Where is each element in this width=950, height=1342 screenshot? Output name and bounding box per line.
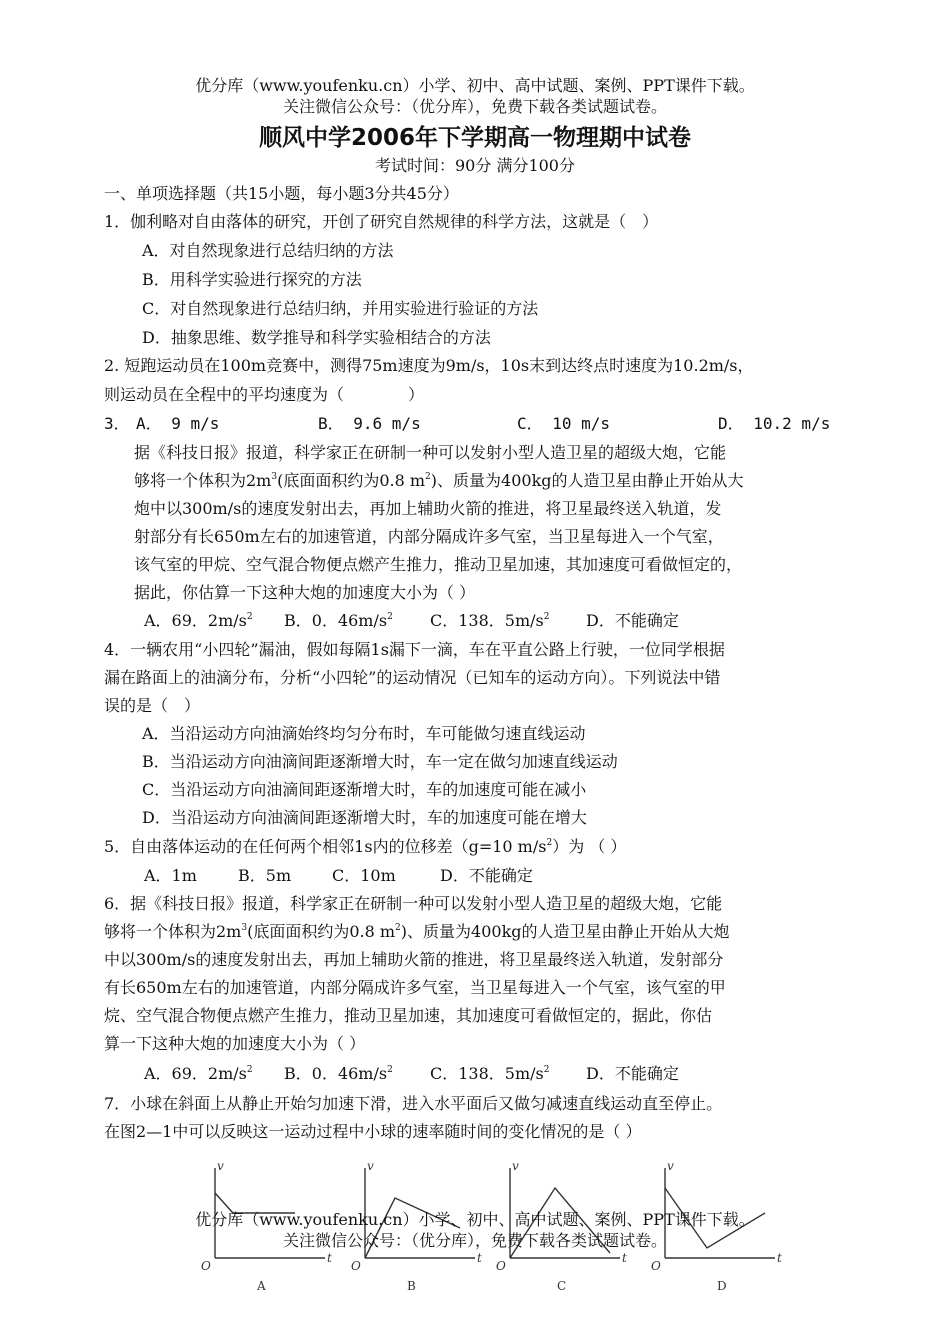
graph-c-caption: C — [557, 1279, 567, 1293]
question-2-line-2: 则运动员在全程中的平均速度为（ ） — [104, 385, 425, 404]
question-3-option-b: B．0．$46m/s^2$ — [284, 611, 393, 630]
question-1-option-a: A．对自然现象进行总结归纳的方法 — [142, 241, 394, 260]
question-3-line-4: 射部分有长650m左右的加速管道，内部分隔成许多气室，当卫星每进入一个气室， — [134, 527, 724, 546]
graph-b-caption: B — [407, 1279, 416, 1293]
graph-a-v-label: v — [217, 1159, 224, 1173]
header-line-1: 优分库（www.youfenku.cn）小学、初中、高中试题、案例、PPT课件下载。 — [195, 76, 755, 95]
question-4-option-c: C．当沿运动方向油滴间距逐渐增大时，车的加速度可能在减小 — [142, 780, 587, 799]
question-3-line-2: 够将一个体积为$2m^3$(底面面积约为0.8 $m^2$)、质量为400kg的人造卫星由静止开始从大 — [134, 471, 744, 490]
graph-b-t-label: t — [477, 1251, 482, 1265]
graph-a-caption: A — [257, 1279, 266, 1293]
question-6-line-5: 烷、空气混合物便点燃产生推力，推动卫星加速，其加速度可看做恒定的，据此，你估 — [104, 1006, 713, 1025]
question-5-stem: 5．自由落体运动的在任何两个相邻1s内的位移差（g=10 $m/s^2$）为 （ ） — [104, 837, 627, 856]
question-6-option-d: D．不能确定 — [586, 1064, 679, 1083]
question-6-line-2: 够将一个体积为$2m^3$(底面面积约为0.8 $m^2$)、质量为400kg的人造卫星由静止开始从大炮 — [104, 922, 730, 941]
question-4-option-d: D．当沿运动方向油滴间距逐渐增大时，车的加速度可能在增大 — [142, 808, 587, 827]
graph-b-v-label: v — [367, 1159, 374, 1173]
question-3-line-6: 据此，你估算一下这种大炮的加速度大小为（ ） — [134, 583, 476, 602]
question-6-line-4: 有长650m左右的加速管道，内部分隔成许多气室，当卫星每进入一个气室，该气室的甲 — [104, 978, 726, 997]
question-2-line-1: 2. 短跑运动员在100m竞赛中，测得75m速度为9m/s，10s末到达终点时速度为10.2m/s， — [104, 356, 754, 375]
section-heading: 一、单项选择题（共15小题，每小题3分共45分） — [104, 184, 459, 203]
question-2-option-a: A． 9 m/s — [136, 414, 220, 433]
question-3-line-5: 该气室的甲烷、空气混合物便点燃产生推力，推动卫星加速，其加速度可看做恒定的， — [134, 555, 743, 574]
footer-line-1: 优分库（www.youfenku.cn）小学、初中、高中试题、案例、PPT课件下载。 — [195, 1210, 755, 1229]
question-5-option-c: C．10m — [332, 866, 396, 885]
question-3-number: 3． — [104, 414, 130, 433]
header-line-2: 关注微信公众号：（优分库），免费下载各类试题试卷。 — [282, 97, 667, 116]
graph-b-origin: O — [351, 1259, 361, 1273]
question-1-stem: 1．伽利略对自由落体的研究，开创了研究自然规律的科学方法，这就是（ ） — [104, 212, 659, 231]
question-3-option-d: D．不能确定 — [586, 611, 679, 630]
question-4-line-1: 4．一辆农用“小四轮”漏油，假如每隔1s漏下一滴，车在平直公路上行驶，一位同学根据 — [104, 640, 725, 659]
footer-line-2: 关注微信公众号：（优分库），免费下载各类试题试卷。 — [282, 1231, 667, 1250]
question-7-line-1: 7．小球在斜面上从静止开始匀加速下滑，进入水平面后又做匀减速直线运动直至停止。 — [104, 1094, 723, 1113]
graph-d-origin: O — [651, 1259, 661, 1273]
question-2-option-b: B． 9.6 m/s — [318, 414, 421, 433]
question-2-option-c: C． 10 m/s — [517, 414, 611, 433]
graph-c-origin: O — [496, 1259, 506, 1273]
question-4-option-b: B．当沿运动方向油滴间距逐渐增大时，车一定在做匀加速直线运动 — [142, 752, 618, 771]
question-5-option-d: D．不能确定 — [440, 866, 533, 885]
graph-c-v-label: v — [512, 1159, 519, 1173]
question-3-line-1: 据《科技日报》报道，科学家正在研制一种可以发射小型人造卫星的超级大炮，它能 — [134, 443, 727, 462]
question-3-option-c: C．138．$5m/s^2$ — [430, 611, 550, 630]
question-3-line-3: 炮中以300m/s的速度发射出去，再加上辅助火箭的推进，将卫星最终送入轨道，发 — [134, 499, 722, 518]
question-3-option-a: A．69．$2m/s^2$ — [144, 611, 253, 630]
graph-c-t-label: t — [622, 1251, 627, 1265]
question-2-option-d: D． 10.2 m/s — [718, 414, 831, 433]
graph-d-t-label: t — [777, 1251, 782, 1265]
question-6-option-b: B．0．$46m/s^2$ — [284, 1064, 393, 1083]
question-5-option-a: A．1m — [144, 866, 197, 885]
question-6-line-6: 算一下这种大炮的加速度大小为（ ） — [104, 1034, 366, 1053]
page-title: 顺风中学2006年下学期高一物理期中试卷 — [258, 125, 691, 151]
question-7-line-2: 在图2—1中可以反映这一运动过程中小球的速率随时间的变化情况的是（ ） — [104, 1122, 642, 1141]
question-6-line-1: 6．据《科技日报》报道，科学家正在研制一种可以发射小型人造卫星的超级大炮，它能 — [104, 894, 723, 913]
question-6-line-3: 中以300m/s的速度发射出去，再加上辅助火箭的推进，将卫星最终送入轨道，发射部分 — [104, 950, 724, 969]
question-6-option-a: A．69．$2m/s^2$ — [144, 1064, 253, 1083]
graph-a-origin: O — [201, 1259, 211, 1273]
question-1-option-c: C．对自然现象进行总结归纳，并用实验进行验证的方法 — [142, 299, 539, 318]
exam-info: 考试时间：90分 满分100分 — [375, 156, 575, 175]
question-1-option-b: B．用科学实验进行探究的方法 — [142, 270, 362, 289]
graph-d-caption: D — [717, 1279, 727, 1293]
question-1-option-d: D．抽象思维、数学推导和科学实验相结合的方法 — [142, 328, 491, 347]
question-5-option-b: B．5m — [238, 866, 292, 885]
question-4-line-3: 误的是（ ） — [104, 696, 201, 715]
question-4-line-2: 漏在路面上的油滴分布，分析“小四轮”的运动情况（已知车的运动方向）。下列说法中错 — [104, 668, 721, 687]
graph-a-t-label: t — [327, 1251, 332, 1265]
graph-d-v-label: v — [667, 1159, 674, 1173]
question-4-option-a: A．当沿运动方向油滴始终均匀分布时，车可能做匀速直线运动 — [142, 724, 586, 743]
question-6-option-c: C．138．$5m/s^2$ — [430, 1064, 550, 1083]
